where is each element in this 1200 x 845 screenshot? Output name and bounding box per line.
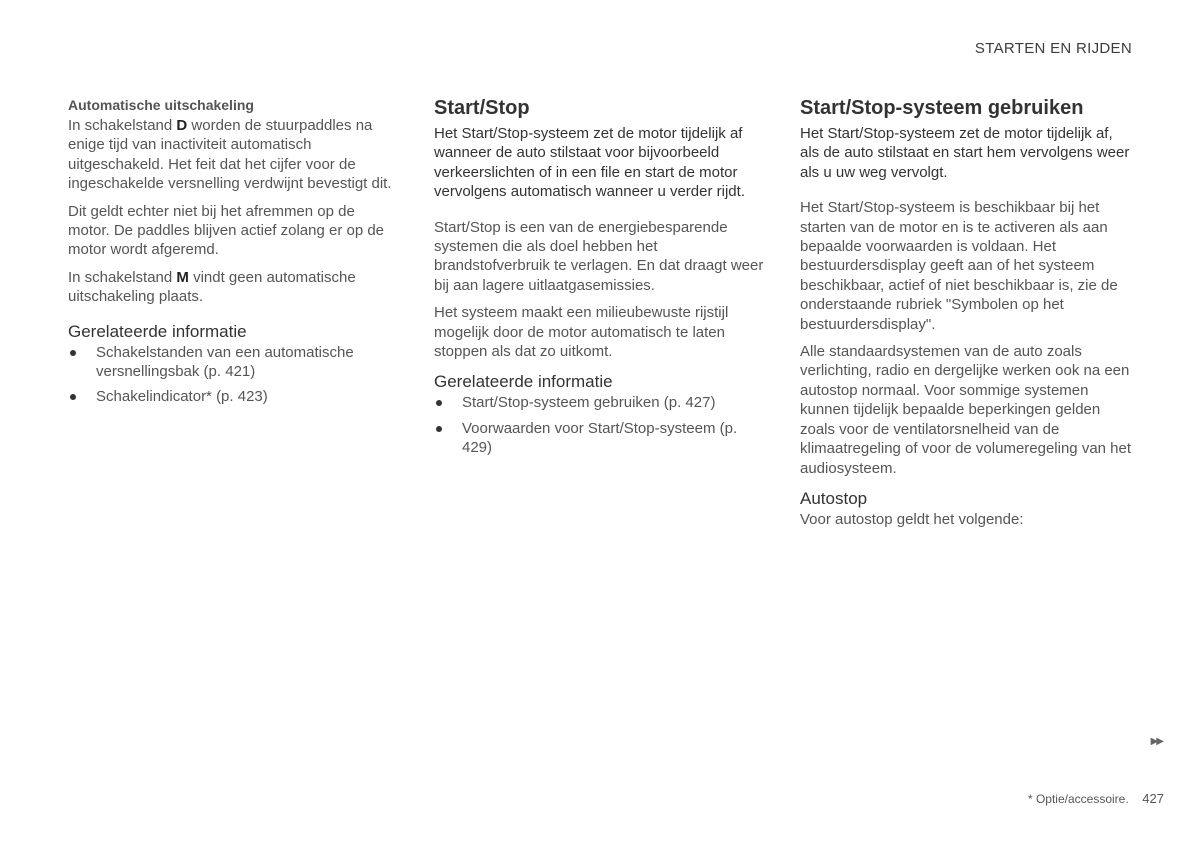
bullet-icon	[70, 350, 76, 356]
related-link[interactable]	[434, 419, 766, 458]
paragraph: Voor autostop geldt het volgende:	[800, 510, 1024, 528]
gear-position-d: D	[176, 117, 188, 134]
related-link-label: Start/Stop-systeem gebruiken (p. 427)	[462, 394, 716, 412]
text-span: worden de stuurpaddles na enige tijd van inactiviteit automatisch uitgeschakeld. Het feit dat het cijfer voor de ingeschakelde versnelling verdwijnt bevestigt dit.	[68, 117, 392, 193]
paragraph	[68, 268, 400, 307]
bullet-icon	[436, 426, 442, 432]
related-info-list	[68, 343, 400, 407]
column-automatische-uitschakeling	[68, 96, 400, 413]
related-link[interactable]	[68, 387, 400, 406]
paragraph: Het Start/Stop-systeem is beschikbaar bij het starten van de motor en is te activeren als aan bepaalde voorwaarden is voldaan. Het bestuurdersdisplay geeft aan of het systeem beschikbaar, actief of niet beschikbaar is, zie de onderstaande rubriek "Symbolen op het bestuurdersdisplay".	[800, 199, 1118, 333]
bullet-icon	[70, 394, 76, 400]
page-number: 427	[1142, 791, 1164, 806]
column-start-stop-gebruiken	[800, 96, 1132, 537]
bullet-icon	[436, 400, 442, 406]
page-footer	[1028, 791, 1164, 806]
subheading-autostop: Autostop	[800, 488, 868, 508]
text-span: In schakelstand	[68, 268, 177, 286]
related-link-label: Schakelstanden van een automatische versnellingsbak (p. 421)	[96, 343, 354, 381]
related-info-heading: Gerelateerde informatie	[434, 372, 613, 392]
paragraph	[68, 116, 400, 194]
paragraph: Alle standaardsystemen van de auto zoals verlichting, radio en dergelijke werken ook na een autostop normaal. Voor sommige systemen kunnen tijdelijk bepaalde beperkingen gelden zoals voor de ventilatorsnelheid van de klimaatregeling of voor de volumeregeling van het audiosysteem.	[800, 343, 1132, 477]
column-start-stop	[434, 96, 766, 464]
related-link[interactable]	[68, 343, 400, 382]
section-header: STARTEN EN RIJDEN	[974, 40, 1132, 57]
subheading-automatische-uitschakeling: Automatische uitschakeling	[68, 97, 254, 113]
paragraph: Dit geldt echter niet bij het afremmen op de motor. De paddles blijven actief zolang er op de motor wordt afgeremd.	[68, 202, 385, 259]
text-span: vindt geen automatische uitschakeling plaats.	[68, 268, 356, 306]
double-play-arrow-icon: ▶▶	[1150, 736, 1162, 747]
intro-paragraph: Het Start/Stop-systeem zet de motor tijdelijk af, als de auto stilstaat en start hem vervolgens weer als u uw weg vervolgt.	[800, 125, 1130, 181]
text-span: In schakelstand	[68, 117, 177, 134]
intro-paragraph: Het Start/Stop-systeem zet de motor tijdelijk af wanneer de auto stilstaat voor bijvoorbeeld verkeerslichten of in een file en start de motor vervolgens automatisch wanneer u verder rijdt.	[434, 125, 745, 201]
related-link-label: Voorwaarden voor Start/Stop-systeem (p. 429)	[462, 419, 738, 457]
section-title-start-stop-gebruiken: Start/Stop-systeem gebruiken	[800, 97, 1084, 119]
related-link-label: Schakelindicator* (p. 423)	[96, 388, 268, 406]
gear-position-m: M	[176, 268, 189, 286]
section-title-start-stop: Start/Stop	[434, 97, 530, 119]
related-info-list	[434, 393, 766, 457]
footnote-option-accessory: * Optie/accessoire.	[1027, 792, 1129, 806]
paragraph: Het systeem maakt een milieubewuste rijstijl mogelijk door de motor automatisch te laten stoppen als dat zo uitkomt.	[434, 304, 729, 361]
related-info-heading: Gerelateerde informatie	[68, 321, 247, 341]
related-link[interactable]	[434, 393, 766, 412]
paragraph: Start/Stop is een van de energiebesparende systemen die als doel hebben het brandstofverbruik te verlagen. En dat draagt weer bij aan lagere uitlaatgasemissies.	[434, 218, 764, 294]
